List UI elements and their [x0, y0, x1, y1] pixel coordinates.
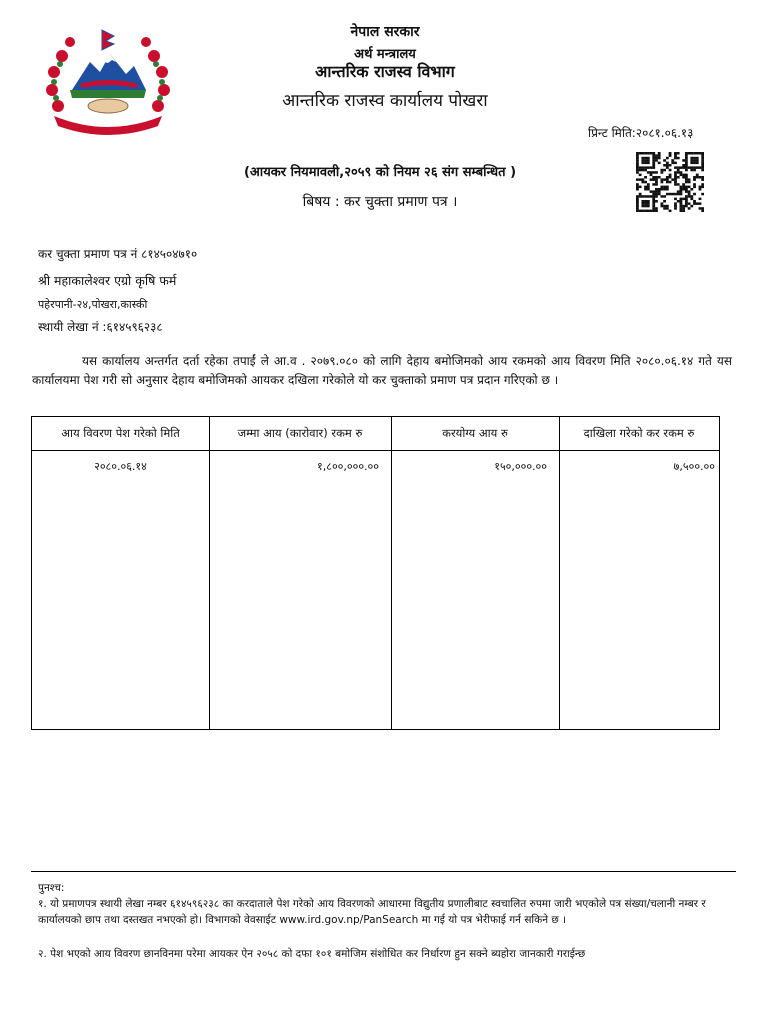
- document-subject: बिषय : कर चुक्ता प्रमाण पत्र ।: [302, 194, 458, 210]
- footer-divider: [31, 871, 736, 872]
- note-item: १. यो प्रमाणपत्र स्थायी लेखा नम्बर ६१४५९६२३८ का करदाताले पेश गरेको आय विवरणको आधारमा विद्युतीय प्रणालीबाट स्वचालित रुपमा जारी भएकोले पत्र संख्या/चलानी नम्बर र कार्यालयको छाप तथा दस्तखत नभएको हो। विभागको वेवसाईट www.ird.gov.np/PanSearch मा गई यो पत्र भेरीफाई गर्न सकिने छ ।: [38, 898, 706, 926]
- taxpayer-name: श्री महाकालेश्वर एग्रो कृषि फर्म: [38, 273, 177, 288]
- department-title: आन्तरिक राजस्व विभाग: [315, 62, 455, 81]
- rule-reference: (आयकर नियमावली,२०५९ को नियम २६ संग सम्बन्धित ): [243, 165, 517, 180]
- print-date: प्रिन्ट मिति:२०८१.०६.१३: [588, 126, 694, 140]
- table-cell-tax-paid: ७,५००.००: [673, 460, 715, 473]
- table-header-tax-paid: दाखिला गरेको कर रकम रु: [583, 426, 695, 440]
- taxpayer-address: पहेरपानी-२४,पोखरा,कास्की: [38, 298, 148, 311]
- government-title: नेपाल सरकार: [350, 24, 420, 40]
- table-header-total-income: जम्मा आय (कारोवार) रकम रु: [237, 426, 363, 440]
- tax-table: [31, 416, 720, 730]
- office-title: आन्तरिक राजस्व कार्यालय पोखरा: [282, 91, 488, 111]
- certificate-body: यस कार्यालय अन्तर्गत दर्ता रहेका तपाईं ले आ.व . २०७९.०८० को लागि देहाय बमोजिमको आय रकमको आय विवरण मिति २०८०.०६.१४ गते यस कार्यालयमा पेश गरी सो अनुसार देहाय बमोजिमको आयकर दखिला गरेकोले यो कर चुक्ताको प्रमाण पत्र प्रदान गरिएको छ ।: [32, 354, 732, 387]
- table-header-taxable-income: करयोग्य आय रु: [442, 426, 508, 440]
- table-header-submission-date: आय विवरण पेश गरेको मिति: [61, 426, 180, 440]
- table-cell-total-income: १,८००,०००.००: [317, 460, 379, 473]
- certificate-number: कर चुक्ता प्रमाण पत्र नं ८१४५०४७१०: [38, 247, 198, 261]
- emblem-motto: जननी जन्मभूमिश्च स्वर्गादपि गरीयसी: [74, 118, 142, 124]
- notes-title: पुनश्च:: [38, 882, 65, 894]
- qr-code-icon[interactable]: [636, 152, 704, 212]
- pan-number: स्थायी लेखा नं :६१४५९६२३८: [38, 320, 163, 334]
- note-item: २. पेश भएको आय विवरण छानविनमा परेमा आयकर ऐन २०५८ को दफा १०१ बमोजिम संशोधित कर निर्धारण हुन सक्ने ब्यहोरा जानकारी गराईन्छ: [38, 948, 586, 960]
- ministry-title: अर्थ मन्त्रालय: [354, 47, 416, 62]
- table-cell-submission-date: २०८०.०६.१४: [94, 460, 147, 473]
- table-cell-taxable-income: १५०,०००.००: [494, 460, 547, 473]
